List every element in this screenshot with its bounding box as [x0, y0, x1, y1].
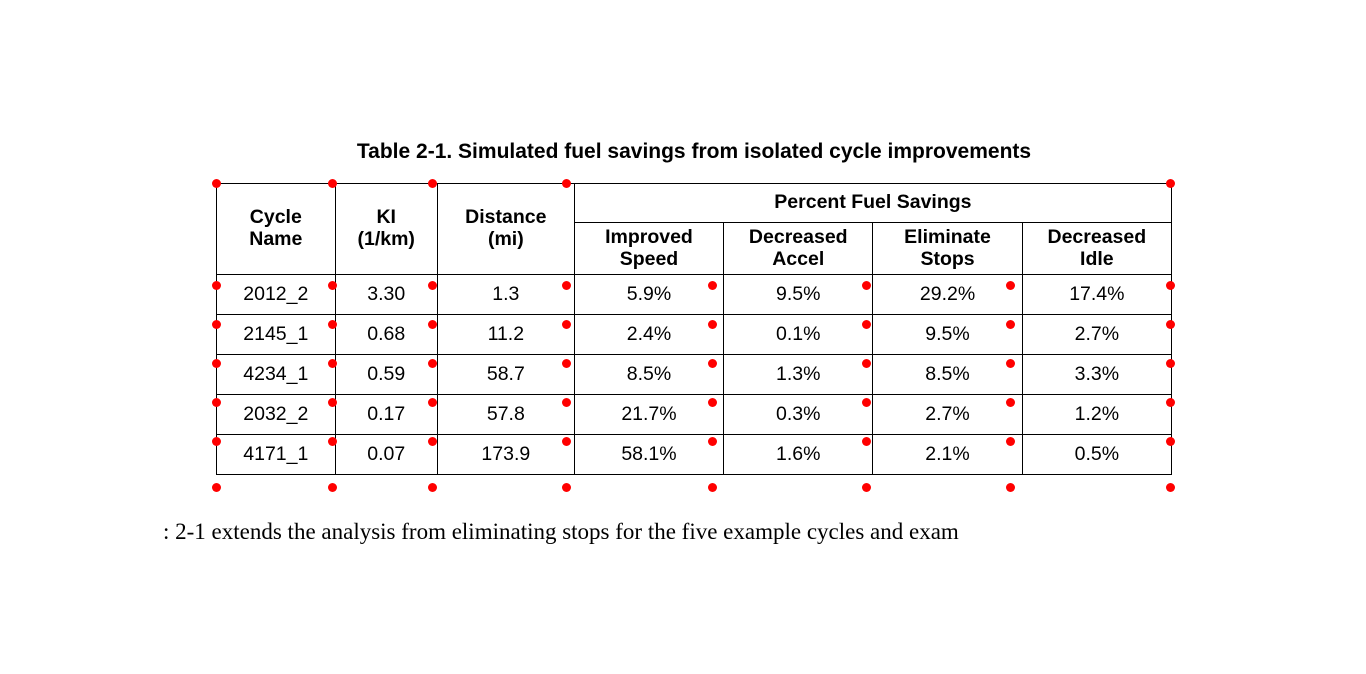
table-row [217, 355, 1172, 395]
cell-ki: 0.59 [335, 355, 437, 395]
cell-decreased-idle: 17.4% [1022, 275, 1171, 315]
table-row [217, 315, 1172, 355]
header-cell-percent-fuel-savings: Percent Fuel Savings [574, 184, 1171, 223]
cell-cycle-name: 4234_1 [217, 355, 336, 395]
vertex-marker [562, 483, 571, 492]
cell-distance: 173.9 [437, 435, 574, 475]
cell-eliminate-stops: 29.2% [873, 275, 1022, 315]
fuel-savings-table [216, 183, 1172, 475]
fuel-savings-table-wrapper [216, 183, 1172, 475]
header-cell-decreased-idle [1022, 223, 1171, 275]
vertex-marker [862, 483, 871, 492]
cell-decreased-accel: 1.6% [724, 435, 873, 475]
header-cell-eliminate-stops [873, 223, 1022, 275]
table-row [217, 435, 1172, 475]
header-line-2: Idle [1080, 247, 1114, 270]
cell-cycle-name: 4171_1 [217, 435, 336, 475]
header-cell-improved-speed [574, 223, 723, 275]
header-line-2: Name [249, 228, 303, 250]
cell-decreased-accel: 0.3% [724, 395, 873, 435]
table-caption: Table 2-1. Simulated fuel savings from isolated cycle improvements [356, 140, 1032, 163]
cell-cycle-name: 2145_1 [217, 315, 336, 355]
cell-ki: 0.68 [335, 315, 437, 355]
cell-ki: 0.17 [335, 395, 437, 435]
cell-cycle-name: 2012_2 [217, 275, 336, 315]
vertex-marker [1006, 483, 1015, 492]
cell-decreased-idle: 2.7% [1022, 315, 1171, 355]
cell-distance: 1.3 [437, 275, 574, 315]
vertex-marker [328, 483, 337, 492]
header-line-1: Decreased [748, 225, 848, 248]
header-cell-distance [437, 184, 574, 275]
cell-improved-speed: 5.9% [574, 275, 723, 315]
cell-distance: 57.8 [437, 395, 574, 435]
table-row [217, 275, 1172, 315]
header-line-1: KI [376, 206, 396, 229]
table-body [217, 275, 1172, 475]
header-line-1: Cycle [249, 206, 302, 229]
cell-distance: 58.7 [437, 355, 574, 395]
cell-decreased-idle: 1.2% [1022, 395, 1171, 435]
vertex-marker [1166, 483, 1175, 492]
table-header-row-group [217, 184, 1172, 223]
cell-improved-speed: 8.5% [574, 355, 723, 395]
cell-ki: 3.30 [335, 275, 437, 315]
vertex-marker [708, 483, 717, 492]
header-line-2: Speed [619, 247, 679, 270]
cell-eliminate-stops: 2.7% [873, 395, 1022, 435]
header-line-2: (1/km) [357, 228, 415, 250]
cell-improved-speed: 2.4% [574, 315, 723, 355]
header-line-1: Decreased [1047, 225, 1147, 248]
cell-improved-speed: 58.1% [574, 435, 723, 475]
vertex-marker [212, 483, 221, 492]
header-cell-ki [335, 184, 437, 275]
header-line-2: (mi) [487, 228, 524, 250]
cell-improved-speed: 21.7% [574, 395, 723, 435]
cell-decreased-accel: 9.5% [724, 275, 873, 315]
cell-ki: 0.07 [335, 435, 437, 475]
header-line-2: Stops [920, 247, 975, 270]
header-line-1: Improved [605, 225, 693, 248]
table-header [217, 184, 1172, 275]
cell-decreased-accel: 1.3% [724, 355, 873, 395]
cell-decreased-accel: 0.1% [724, 315, 873, 355]
header-line-2: Accel [772, 247, 825, 270]
cell-eliminate-stops: 8.5% [873, 355, 1022, 395]
header-cell-cycle-name [217, 184, 336, 275]
cell-decreased-idle: 3.3% [1022, 355, 1171, 395]
table-row [217, 395, 1172, 435]
paragraph-text: : 2-1 extends the analysis from eliminating stops for the five example cycles and exam [163, 519, 959, 544]
cell-eliminate-stops: 9.5% [873, 315, 1022, 355]
vertex-marker [428, 483, 437, 492]
cell-eliminate-stops: 2.1% [873, 435, 1022, 475]
header-cell-decreased-accel [724, 223, 873, 275]
cell-decreased-idle: 0.5% [1022, 435, 1171, 475]
cell-cycle-name: 2032_2 [217, 395, 336, 435]
header-line-1: Eliminate [904, 225, 991, 248]
header-line-1: Distance [465, 206, 547, 229]
cell-distance: 11.2 [437, 315, 574, 355]
